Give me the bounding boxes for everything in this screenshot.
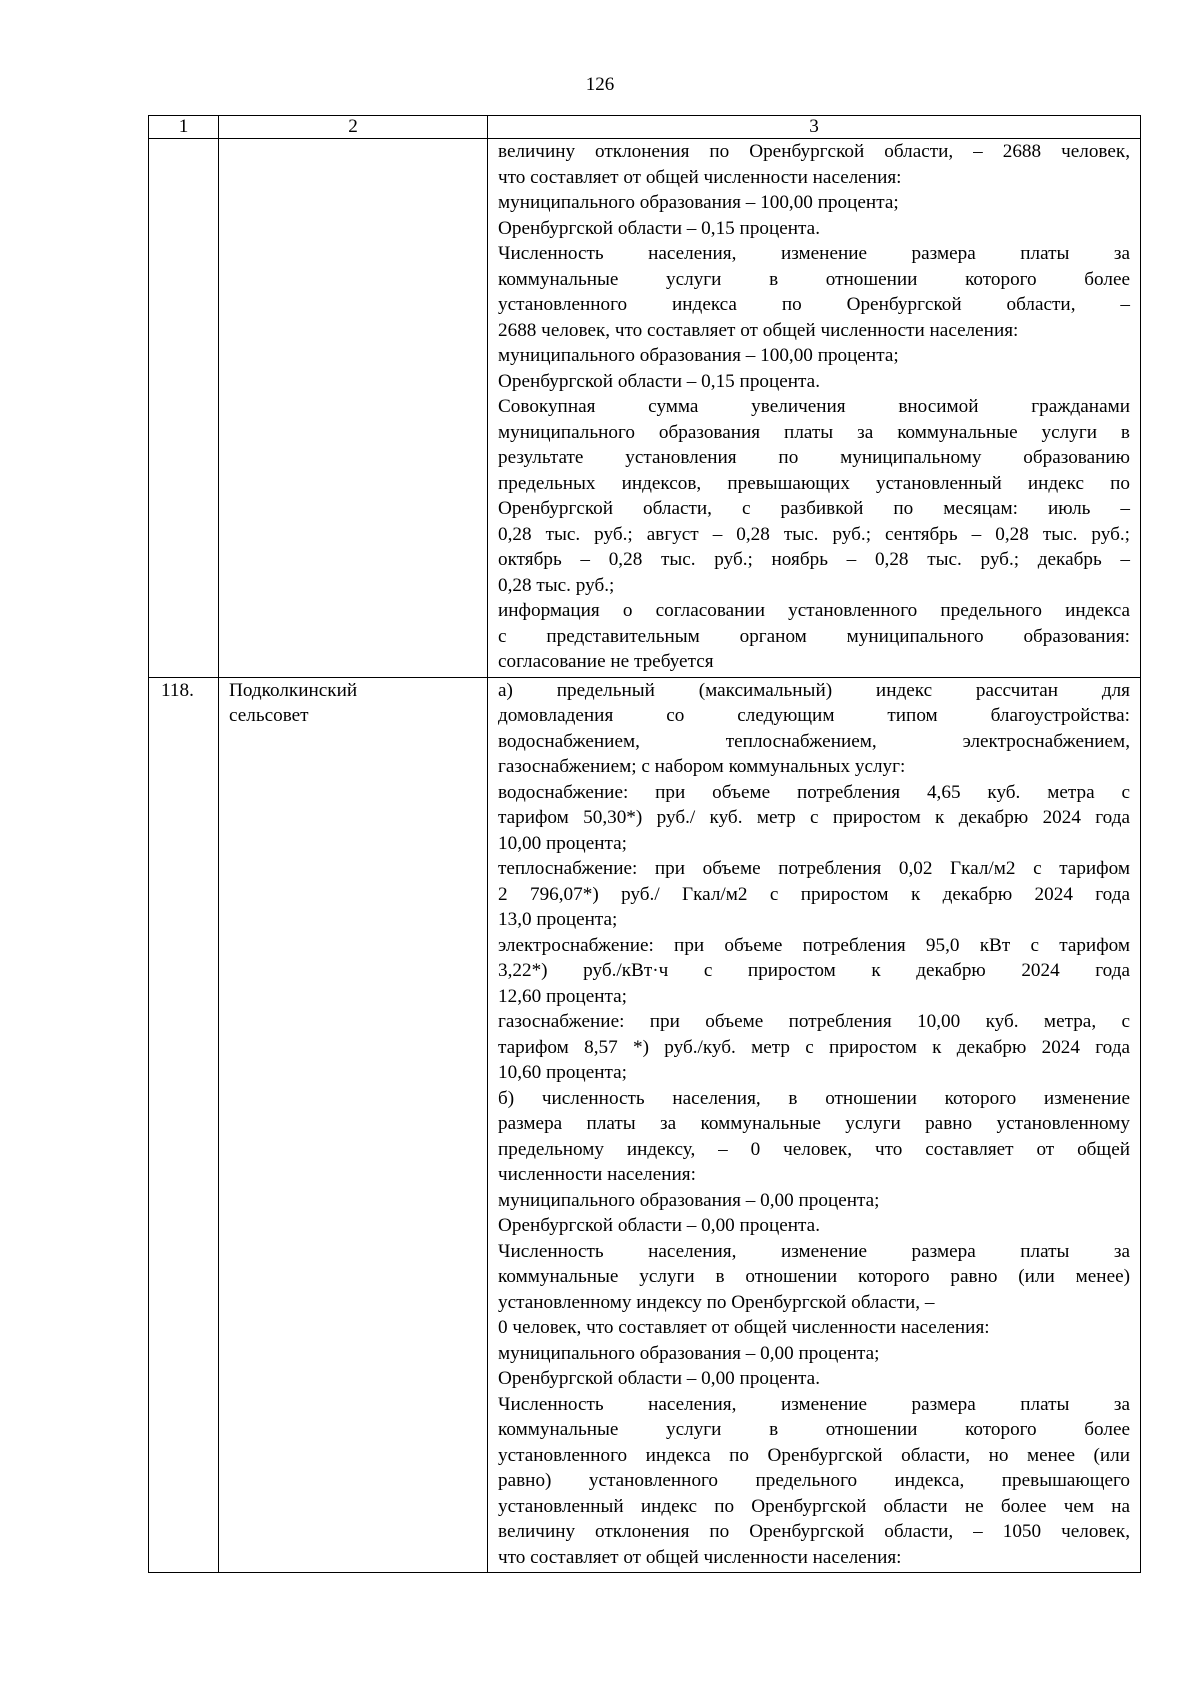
text-line: газоснабжение: при объеме потребления 10,00 куб. метра, с bbox=[498, 1011, 1130, 1032]
text-line: муниципального образования – 0,00 процента; bbox=[498, 1189, 880, 1211]
text-line: что составляет от общей численности населения: bbox=[498, 1546, 902, 1568]
row-number-cell bbox=[149, 139, 219, 678]
text-line: Оренбургской области, с разбивкой по месяцам: июль – bbox=[498, 498, 1130, 519]
header-col-1: 1 bbox=[149, 116, 219, 139]
text-line: 0 человек, что составляет от общей численности населения: bbox=[498, 1317, 990, 1338]
text-line: коммунальные услуги в отношении которого более bbox=[498, 268, 1130, 290]
municipality-name-cell bbox=[219, 677, 488, 1573]
text-line: муниципального образования – 100,00 процента; bbox=[498, 345, 899, 366]
text-line: предельных индексов, превышающих установленный индекс по bbox=[498, 472, 1130, 494]
text-line: 13,0 процента; bbox=[498, 909, 618, 930]
text-line: водоснабжением, теплоснабжением, электроснабжением, bbox=[498, 730, 1130, 752]
index-description-cell bbox=[488, 677, 1141, 1573]
text-line: Оренбургской области – 0,00 процента. bbox=[498, 1215, 820, 1236]
text-line: Оренбургской области – 0,15 процента. bbox=[498, 370, 820, 392]
header-col-3: 3 bbox=[488, 116, 1141, 139]
text-line: с представительным органом муниципального образования: bbox=[498, 625, 1130, 647]
text-line: Численность населения, изменение размера платы за bbox=[498, 1240, 1130, 1262]
text-line: 3,22*) руб./кВт·ч с приростом к декабрю 2024 года bbox=[498, 960, 1130, 981]
text-line: 10,60 процента; bbox=[498, 1062, 627, 1083]
table-row bbox=[149, 677, 1141, 1573]
text-line: 12,60 процента; bbox=[498, 985, 627, 1007]
text-line: 0,28 тыс. руб.; bbox=[498, 574, 615, 596]
text-line: б) численность населения, в отношении которого изменение bbox=[498, 1087, 1130, 1109]
text-line: Численность населения, изменение размера платы за bbox=[498, 1393, 1130, 1415]
municipality-name-line: Подколкинский bbox=[229, 679, 358, 701]
page-number: 126 bbox=[585, 74, 615, 95]
municipality-name-cell bbox=[219, 139, 488, 678]
text-line: информация о согласовании установленного предельного индекса bbox=[498, 600, 1130, 621]
text-line: домовладения со следующим типом благоустройства: bbox=[498, 705, 1130, 726]
text-line: предельному индексу, – 0 человек, что составляет от общей bbox=[498, 1138, 1130, 1160]
index-description-cell bbox=[488, 139, 1141, 678]
text-line: коммунальные услуги в отношении которого равно (или менее) bbox=[498, 1266, 1130, 1287]
text-line: тарифом 8,57 *) руб./куб. метр с приростом к декабрю 2024 года bbox=[498, 1036, 1130, 1058]
text-line: установленного индекса по Оренбургской области, – bbox=[498, 294, 1130, 315]
text-line: величину отклонения по Оренбургской области, – 2688 человек, bbox=[498, 141, 1130, 162]
text-line: согласование не требуется bbox=[498, 651, 714, 672]
municipal-index-table bbox=[148, 115, 1141, 1573]
text-line: муниципального образования – 100,00 процента; bbox=[498, 192, 899, 213]
text-line: результате установления по муниципальному образованию bbox=[498, 447, 1130, 468]
text-line: 0,28 тыс. руб.; август – 0,28 тыс. руб.; сентябрь – 0,28 тыс. руб.; bbox=[498, 523, 1130, 545]
header-row bbox=[149, 116, 1141, 139]
text-line: Совокупная сумма увеличения вносимой гражданами bbox=[498, 396, 1130, 417]
text-line: водоснабжение: при объеме потребления 4,65 куб. метра с bbox=[498, 781, 1130, 803]
text-line: теплоснабжение: при объеме потребления 0,02 Гкал/м2 с тарифом bbox=[498, 858, 1130, 879]
text-line: установленный индекс по Оренбургской области не более чем на bbox=[498, 1495, 1130, 1517]
text-line: коммунальные услуги в отношении которого более bbox=[498, 1419, 1130, 1440]
text-line: электроснабжение: при объеме потребления 95,0 кВт с тарифом bbox=[498, 934, 1130, 956]
text-line: 2 796,07*) руб./ Гкал/м2 с приростом к декабрю 2024 года bbox=[498, 883, 1130, 905]
text-line: установленному индексу по Оренбургской области, – bbox=[498, 1291, 935, 1313]
text-line: а) предельный (максимальный) индекс рассчитан для bbox=[498, 679, 1130, 701]
text-line: газоснабжением; с набором коммунальных услуг: bbox=[498, 756, 906, 777]
text-line: установленного индекса по Оренбургской области, но менее (или bbox=[498, 1444, 1130, 1466]
row-number-cell: 118. bbox=[149, 677, 219, 1573]
text-line: равно) установленного предельного индекса, превышающего bbox=[498, 1470, 1130, 1491]
text-line: величину отклонения по Оренбургской области, – 1050 человек, bbox=[498, 1521, 1130, 1542]
header-col-2: 2 bbox=[219, 116, 488, 139]
text-line: что составляет от общей численности населения: bbox=[498, 166, 902, 188]
municipality-name-line: сельсовет bbox=[229, 705, 309, 726]
text-line: 2688 человек, что составляет от общей численности населения: bbox=[498, 319, 1019, 341]
table-body bbox=[149, 116, 1141, 1573]
text-line: тарифом 50,30*) руб./ куб. метр с приростом к декабрю 2024 года bbox=[498, 807, 1130, 828]
text-line: октябрь – 0,28 тыс. руб.; ноябрь – 0,28 тыс. руб.; декабрь – bbox=[498, 549, 1130, 570]
text-line: муниципального образования платы за коммунальные услуги в bbox=[498, 421, 1130, 443]
text-line: размера платы за коммунальные услуги равно установленному bbox=[498, 1113, 1130, 1134]
table-row bbox=[149, 139, 1141, 678]
text-line: муниципального образования – 0,00 процента; bbox=[498, 1342, 880, 1364]
text-line: Оренбургской области – 0,00 процента. bbox=[498, 1368, 820, 1389]
text-line: 10,00 процента; bbox=[498, 832, 627, 854]
text-line: численности населения: bbox=[498, 1164, 696, 1185]
text-line: Оренбургской области – 0,15 процента. bbox=[498, 217, 820, 239]
text-line: Численность населения, изменение размера платы за bbox=[498, 243, 1130, 264]
